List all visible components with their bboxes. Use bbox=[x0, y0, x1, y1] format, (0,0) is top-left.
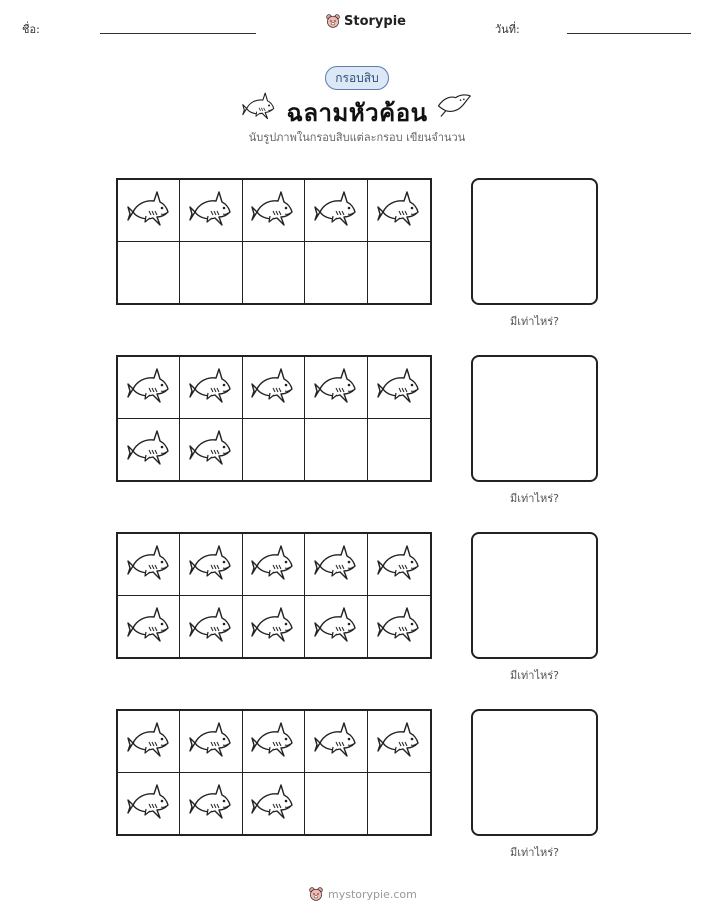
shark-icon bbox=[251, 604, 295, 648]
ten-frame-cell bbox=[305, 357, 367, 419]
ten-frame-cell bbox=[305, 773, 367, 835]
answer-box[interactable] bbox=[471, 178, 598, 305]
ten-frame-cell bbox=[305, 534, 367, 596]
ten-frame-cell bbox=[243, 180, 305, 242]
ten-frame-cell bbox=[368, 357, 430, 419]
ten-frame-cell bbox=[243, 711, 305, 773]
shark-icon bbox=[251, 542, 295, 586]
ten-frame bbox=[116, 709, 432, 836]
ten-frame bbox=[116, 178, 432, 305]
bear-mascot-icon bbox=[325, 13, 341, 29]
shark-icon bbox=[189, 188, 233, 232]
shark-icon bbox=[377, 719, 421, 763]
ten-frame-cell bbox=[180, 596, 242, 658]
page-title: ฉลามหัวค้อน bbox=[286, 99, 428, 127]
ten-frame-cell bbox=[305, 711, 367, 773]
ten-frame-cell bbox=[243, 534, 305, 596]
ten-frame-cell bbox=[118, 773, 180, 835]
shark-icon bbox=[314, 365, 358, 409]
ten-frame-cell bbox=[118, 357, 180, 419]
ten-frame-cell bbox=[368, 711, 430, 773]
date-label: วันที่: bbox=[495, 23, 520, 36]
ten-frame-cell bbox=[368, 419, 430, 481]
shark-icon bbox=[189, 365, 233, 409]
ten-frame-cell bbox=[118, 180, 180, 242]
shark-icon bbox=[189, 781, 233, 825]
shark-icon bbox=[251, 365, 295, 409]
shark-icon bbox=[377, 542, 421, 586]
shark-icon bbox=[377, 188, 421, 232]
brand-name: Storypie bbox=[344, 13, 406, 29]
answer-box[interactable] bbox=[471, 532, 598, 659]
shark-icon bbox=[314, 542, 358, 586]
ten-frame-cell bbox=[368, 596, 430, 658]
ten-frame-cell bbox=[180, 711, 242, 773]
shark-icon bbox=[314, 188, 358, 232]
shark-icon bbox=[314, 604, 358, 648]
shark-icon bbox=[127, 781, 171, 825]
count-question: มีเท่าไหร่? bbox=[510, 669, 559, 682]
shark-icon bbox=[189, 542, 233, 586]
shark-icon bbox=[314, 719, 358, 763]
name-label: ชื่อ: bbox=[22, 23, 40, 36]
ten-frame-cell bbox=[118, 596, 180, 658]
ten-frame-cell bbox=[118, 711, 180, 773]
ten-frame-cell bbox=[180, 534, 242, 596]
shark-icon bbox=[377, 604, 421, 648]
ten-frame-cell bbox=[368, 180, 430, 242]
answer-box[interactable] bbox=[471, 709, 598, 836]
ten-frame-cell bbox=[305, 419, 367, 481]
ten-frame bbox=[116, 532, 432, 659]
ten-frame-cell bbox=[180, 357, 242, 419]
brand-logo bbox=[325, 13, 406, 29]
ten-frame-cell bbox=[180, 180, 242, 242]
ten-frame-cell bbox=[305, 596, 367, 658]
ten-frame-cell bbox=[368, 534, 430, 596]
shark-icon bbox=[127, 719, 171, 763]
ten-frame-cell bbox=[243, 419, 305, 481]
count-question: มีเท่าไหร่? bbox=[510, 492, 559, 505]
shark-icon bbox=[251, 719, 295, 763]
badge-wrap bbox=[0, 67, 714, 88]
instructions: นับรูปภาพในกรอบสิบแต่ละกรอบ เขียนจำนวน bbox=[248, 131, 466, 144]
footer bbox=[308, 886, 417, 902]
ten-frame-cell bbox=[243, 596, 305, 658]
shark-icon bbox=[189, 604, 233, 648]
count-question: มีเท่าไหร่? bbox=[510, 846, 559, 859]
date-line[interactable] bbox=[567, 33, 691, 34]
ten-frame-cell bbox=[180, 242, 242, 304]
footer-site: mystorypie.com bbox=[328, 887, 417, 901]
ten-frame-cell bbox=[118, 534, 180, 596]
bear-mascot-icon bbox=[308, 886, 324, 902]
ten-frame-cell bbox=[243, 357, 305, 419]
shark-icon bbox=[127, 427, 171, 471]
ten-frame-cell bbox=[243, 773, 305, 835]
answer-box[interactable] bbox=[471, 355, 598, 482]
shark-icon bbox=[127, 188, 171, 232]
stingray-icon bbox=[436, 92, 472, 118]
ten-frame-cell bbox=[243, 242, 305, 304]
shark-icon bbox=[189, 719, 233, 763]
ten-frame-cell bbox=[368, 242, 430, 304]
shark-icon bbox=[377, 365, 421, 409]
shark-icon bbox=[127, 604, 171, 648]
shark-icon bbox=[251, 781, 295, 825]
ten-frame-cell bbox=[180, 773, 242, 835]
ten-frame-cell bbox=[305, 180, 367, 242]
ten-frame bbox=[116, 355, 432, 482]
ten-frame-cell bbox=[368, 773, 430, 835]
count-question: มีเท่าไหร่? bbox=[510, 315, 559, 328]
shark-icon bbox=[127, 365, 171, 409]
ten-frame-cell bbox=[180, 419, 242, 481]
name-line[interactable] bbox=[100, 33, 256, 34]
shark-icon bbox=[251, 188, 295, 232]
ten-frame-cell bbox=[305, 242, 367, 304]
ten-frame-cell bbox=[118, 242, 180, 304]
ten-frame-cell bbox=[118, 419, 180, 481]
shark-icon bbox=[189, 427, 233, 471]
shark-icon bbox=[127, 542, 171, 586]
topic-badge: กรอบสิบ bbox=[325, 66, 388, 90]
